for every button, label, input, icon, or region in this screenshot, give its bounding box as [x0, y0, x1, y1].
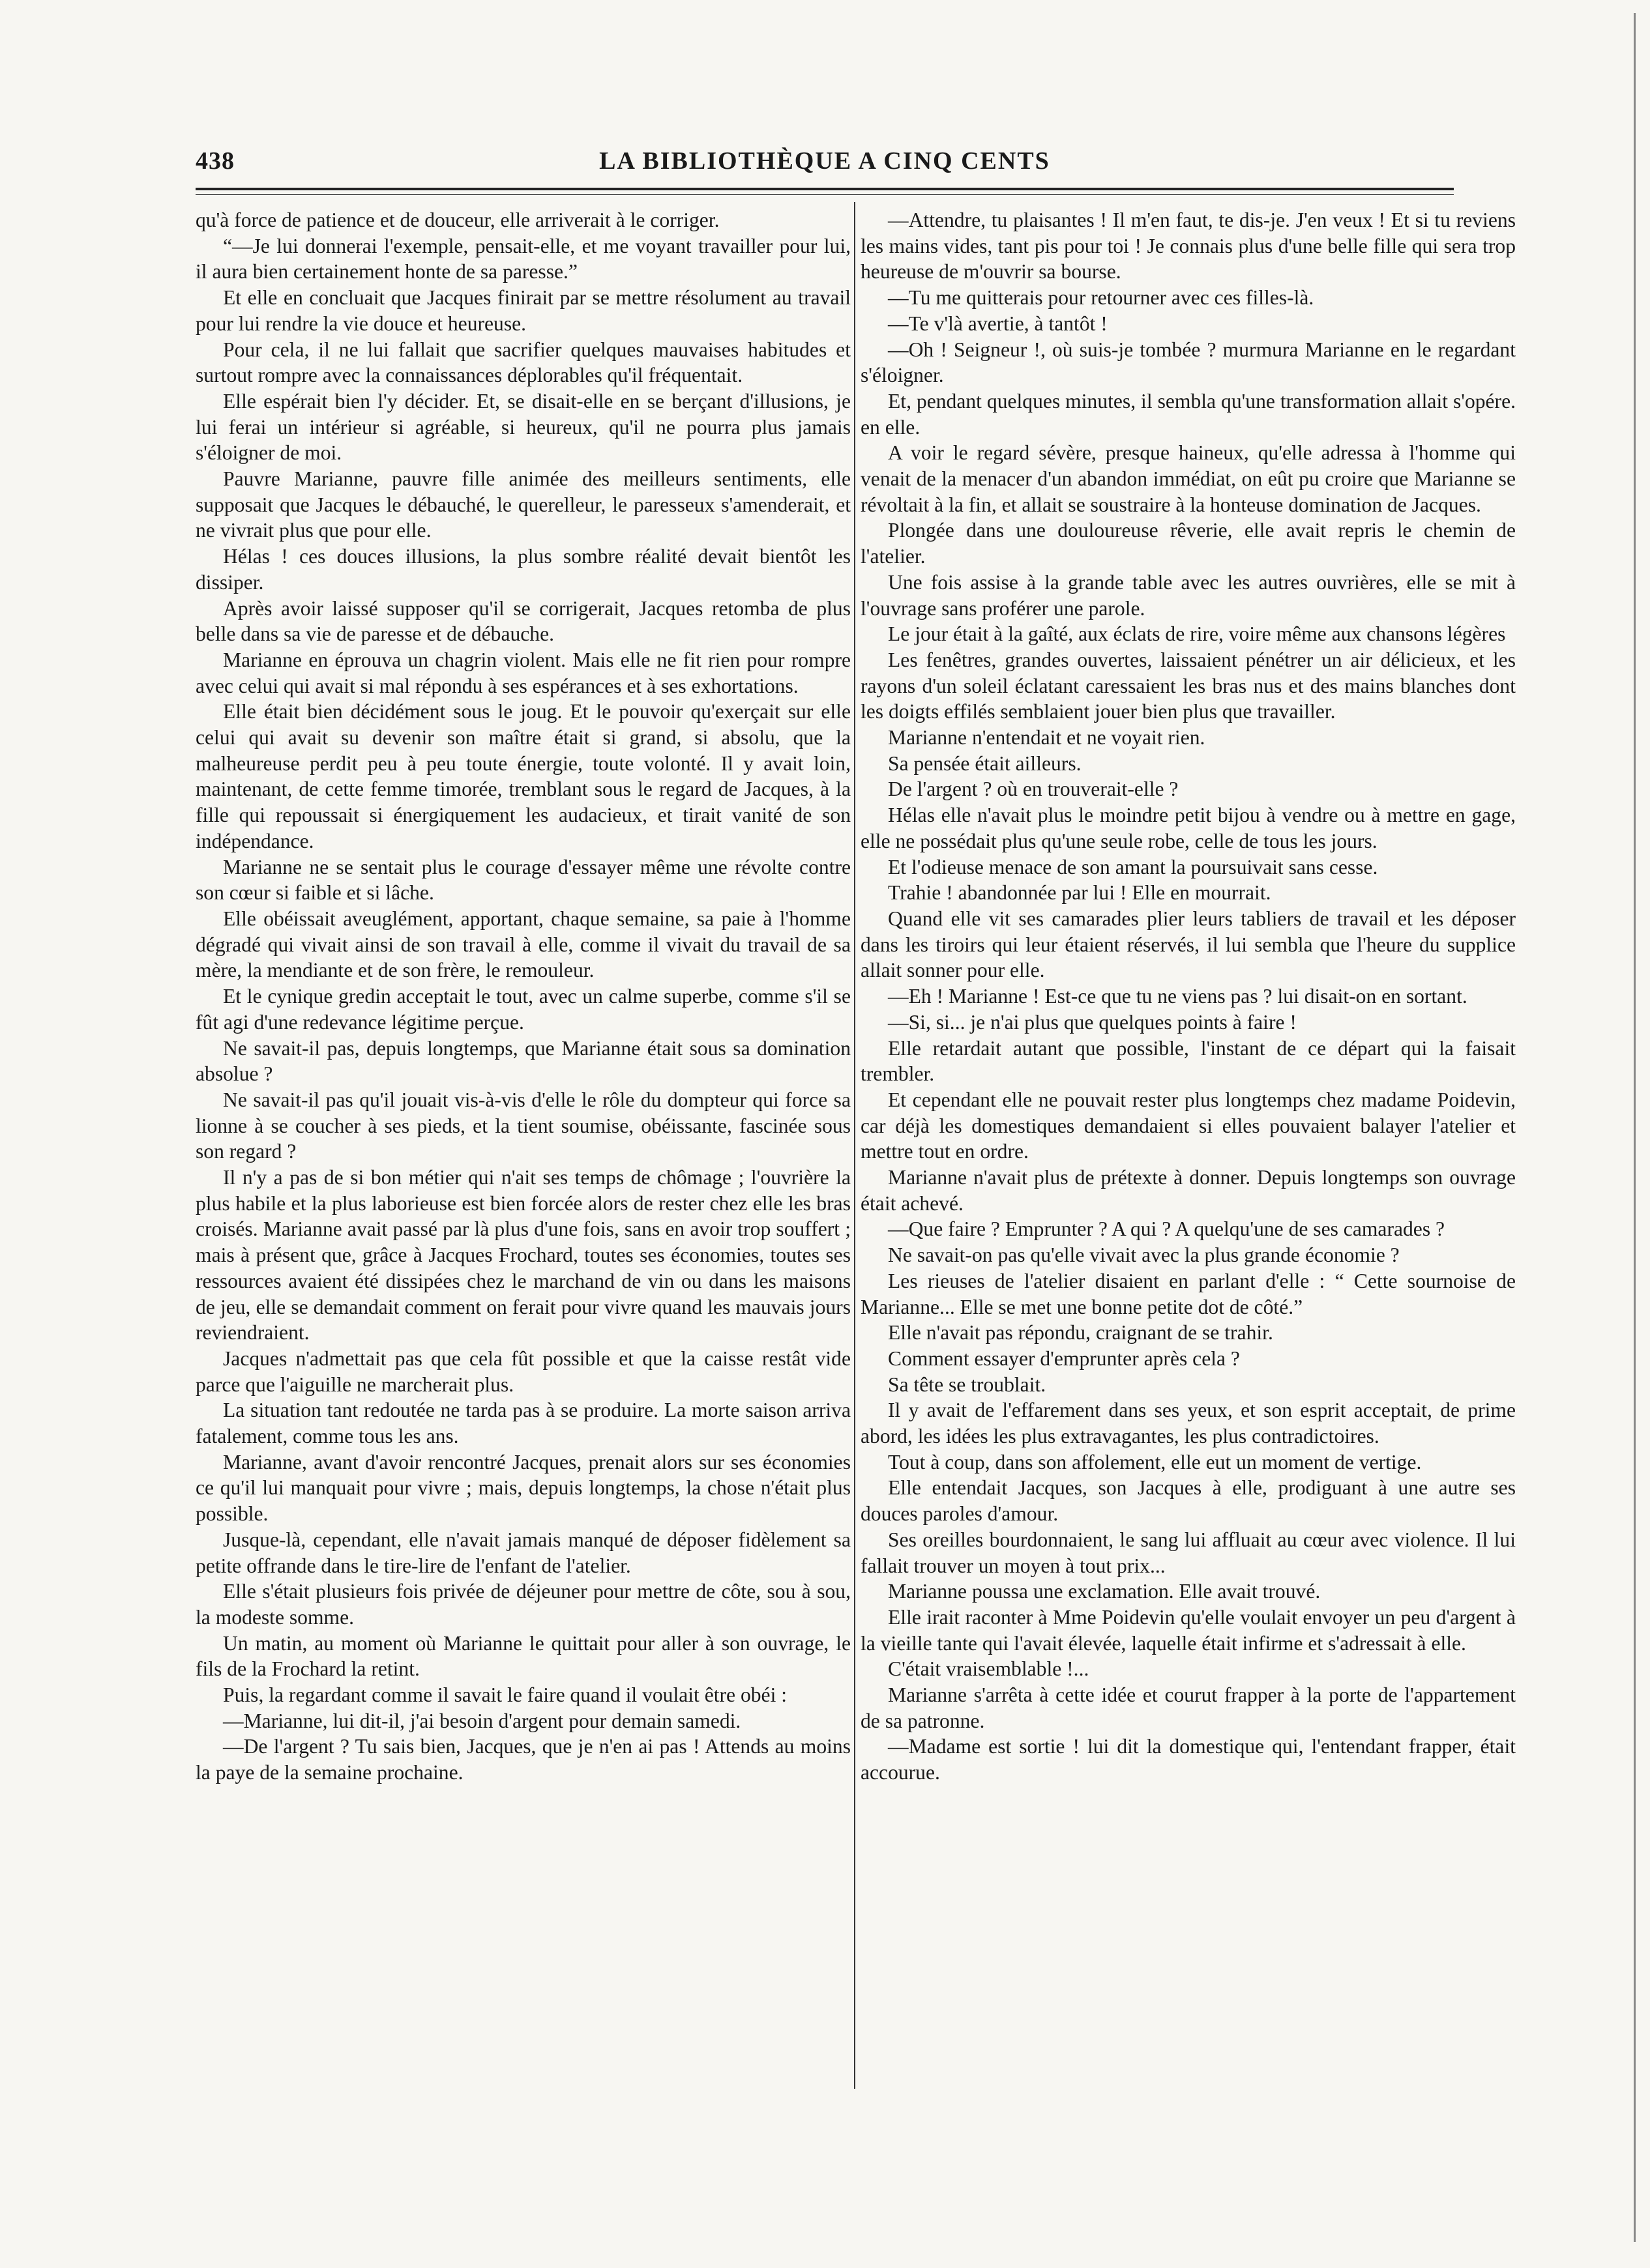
paragraph: Comment essayer d'emprunter après cela ? — [888, 1346, 1240, 1370]
paragraph: Elle n'avait pas répondu, craignant de se trahir. — [888, 1321, 1273, 1345]
paragraph: Ne savait-il pas qu'il jouait vis-à-vis d'elle le rôle du dompteur qui force sa lionne à se coucher à ses pieds, et la tient soumise, obéissante, fascinée sous son regard ? — [196, 1088, 851, 1163]
right-column — [861, 207, 1516, 1786]
paragraph: —Tu me quitterais pour retourner avec ces filles-là. — [888, 286, 1314, 310]
paragraph: Marianne, avant d'avoir rencontré Jacques, prenait alors sur ses économies ce qu'il lui manquait pour vivre ; mais, depuis longtemps, la chose n'était plus possible. — [196, 1450, 851, 1526]
paragraph: Hélas ! ces douces illusions, la plus sombre réalité devait bientôt les dissiper. — [196, 545, 851, 594]
paragraph: “—Je lui donnerai l'exemple, pensait-elle, et me voyant travailler pour lui, il aura bien certainement honte de sa paresse.” — [196, 234, 851, 284]
paragraph: Pauvre Marianne, pauvre fille animée des meilleurs sentiments, elle supposait que Jacques le débauché, le querelleur, le paresseux s'amenderait, et ne vivrait plus que pour elle. — [196, 467, 851, 542]
paragraph: Ne savait-il pas, depuis longtemps, que Marianne était sous sa domination absolue ? — [196, 1036, 851, 1086]
paragraph: Et, pendant quelques minutes, il sembla qu'une transformation allait s'opére. en elle. — [861, 389, 1516, 439]
header-rule-thin — [196, 194, 1454, 195]
paragraph: Sa tête se troublait. — [888, 1373, 1046, 1396]
column-divider — [854, 202, 855, 2089]
page-edge-mark — [1634, 13, 1636, 2242]
paragraph: Ses oreilles bourdonnaient, le sang lui affluait au cœur avec violence. Il lui fallait trouver un moyen à tout prix... — [861, 1528, 1516, 1577]
paragraph: Marianne poussa une exclamation. Elle avait trouvé. — [888, 1580, 1321, 1603]
paragraph: Tout à coup, dans son affolement, elle eut un moment de vertige. — [888, 1450, 1422, 1474]
paragraph: Et le cynique gredin acceptait le tout, avec un calme superbe, comme s'il se fût agi d'une redevance légitime perçue. — [196, 985, 851, 1034]
paragraph: Elle était bien décidément sous le joug. Et le pouvoir qu'exerçait sur elle celui qui avait su devenir son maître était si grand, si absolu, que la malheureuse perdit peu à peu toute énergie, toute volonté. Il y avait loin, maintenant, de cette femme timorée, tremblant sous le regard de Jacques, à la fille qui repoussait si énergiquement les audacieux, et tirait vanité de son indépendance. — [196, 700, 851, 852]
paragraph: La situation tant redoutée ne tarda pas à se produire. La morte saison arriva fatalement, comme tous les ans. — [196, 1399, 851, 1448]
paragraph: Elle obéissait aveuglément, apportant, chaque semaine, sa paie à l'homme dégradé qui vivait ainsi de son travail à elle, comme il vivait du travail de sa mère, la mendiante et de son frère, le remouleur. — [196, 907, 851, 982]
paragraph: qu'à force de patience et de douceur, elle arriverait à le corriger. — [196, 209, 720, 231]
paragraph: Un matin, au moment où Marianne le quittait pour aller à son ouvrage, le fils de la Frochard la retint. — [196, 1631, 851, 1681]
page-number: 438 — [196, 147, 235, 175]
paragraph: Marianne s'arrêta à cette idée et courut frapper à la porte de l'appartement de sa patronne. — [861, 1683, 1516, 1732]
paragraph: Quand elle vit ses camarades plier leurs tabliers de travail et les déposer dans les tiroirs qui leur étaient réservés, il lui sembla que l'heure du supplice allait sonner pour elle. — [861, 907, 1516, 982]
paragraph: Il y avait de l'effarement dans ses yeux, et son esprit acceptait, de prime abord, les idées les plus extravagantes, les plus contradictoires. — [861, 1399, 1516, 1448]
paragraph: Les fenêtres, grandes ouvertes, laissaient pénétrer un air délicieux, et les rayons d'un soleil éclatant caressaient les bras nus et des mains blanches dont les doigts effilés semblaient jouer bien plus que travailler. — [861, 648, 1516, 723]
paragraph: —Eh ! Marianne ! Est-ce que tu ne viens pas ? lui disait-on en sortant. — [888, 985, 1467, 1008]
paragraph: Jusque-là, cependant, elle n'avait jamais manqué de déposer fidèlement sa petite offrande dans le tire-lire de l'enfant de l'atelier. — [196, 1528, 851, 1577]
paragraph: Hélas elle n'avait plus le moindre petit bijou à vendre ou à mettre en gage, elle ne possédait plus qu'une seule robe, celle de tous les jours. — [861, 804, 1516, 852]
paragraph: Jacques n'admettait pas que cela fût possible et que la caisse restât vide parce que l'aiguille ne marcherait plus. — [196, 1346, 851, 1396]
paragraph: —Attendre, tu plaisantes ! Il m'en faut, te dis-je. J'en veux ! Et si tu reviens les mains vides, tant pis pour toi ! Je connais plus d'une belle fille qui sera trop heureuse de m'ouvrir sa bourse. — [861, 209, 1516, 284]
paragraph: Elle entendait Jacques, son Jacques à elle, prodiguant à une autre ses douces paroles d'amour. — [861, 1476, 1516, 1526]
header-rule — [196, 188, 1454, 190]
paragraph: —Si, si... je n'ai plus que quelques points à faire ! — [888, 1010, 1297, 1034]
paragraph: —Oh ! Seigneur !, où suis-je tombée ? murmura Marianne en le regardant s'éloigner. — [861, 338, 1516, 387]
paragraph: Il n'y a pas de si bon métier qui n'ait ses temps de chômage ; l'ouvrière la plus habile et la plus laborieuse est bien forcée alors de rester chez elle les bras croisés. Marianne avait passé par là plus d'une fois, sans en avoir trop souffert ; mais à présent que, grâce à Jacques Frochard, toutes ses économies, toutes ses ressources avaient été dissipées chez le marchand de vin ou dans les maisons de jeu, elle se demandait comment on ferait pour vivre quand les mauvais jours reviendraient. — [196, 1166, 851, 1345]
paragraph: Le jour était à la gaîté, aux éclats de rire, voire même aux chansons légères — [888, 622, 1506, 646]
paragraph: De l'argent ? où en trouverait-elle ? — [888, 778, 1179, 801]
paragraph: Et cependant elle ne pouvait rester plus longtemps chez madame Poidevin, car déjà les domestiques demandaient si elles pouvaient balayer l'atelier et mettre tout en ordre. — [861, 1088, 1516, 1163]
left-column — [196, 207, 851, 1786]
paragraph: Pour cela, il ne lui fallait que sacrifier quelques mauvaises habitudes et surtout rompre avec la connaissances déplorables qu'il fréquentait. — [196, 338, 851, 387]
paragraph: C'était vraisemblable !... — [888, 1657, 1089, 1681]
paragraph: Et elle en concluait que Jacques finirait par se mettre résolument au travail pour lui rendre la vie douce et heureuse. — [196, 286, 851, 335]
paragraph: Marianne ne se sentait plus le courage d'essayer même une révolte contre son cœur si faible et si lâche. — [196, 855, 851, 905]
paragraph: Sa pensée était ailleurs. — [888, 751, 1082, 775]
paragraph: —Te v'là avertie, à tantôt ! — [888, 312, 1108, 335]
paragraph: Elle s'était plusieurs fois privée de déjeuner pour mettre de côte, sou à sou, la modeste somme. — [196, 1580, 851, 1629]
paragraph: —De l'argent ? Tu sais bien, Jacques, que je n'en ai pas ! Attends au moins la paye de la semaine prochaine. — [196, 1735, 851, 1784]
paragraph: Les rieuses de l'atelier disaient en parlant d'elle : “ Cette sournoise de Marianne... Elle se met une bonne petite dot de côté.” — [861, 1269, 1516, 1318]
paragraph: —Madame est sortie ! lui dit la domestique qui, l'entendant frapper, était accourue. — [861, 1735, 1516, 1784]
paragraph: —Que faire ? Emprunter ? A qui ? A quelqu'une de ses camarades ? — [888, 1217, 1445, 1241]
page-header — [196, 147, 1454, 186]
paragraph: Et l'odieuse menace de son amant la poursuivait sans cesse. — [888, 855, 1378, 879]
paragraph: Trahie ! abandonnée par lui ! Elle en mourrait. — [888, 881, 1271, 905]
running-title: LA BIBLIOTHÈQUE A CINQ CENTS — [599, 147, 1050, 175]
paragraph: Elle irait raconter à Mme Poidevin qu'elle voulait envoyer un peu d'argent à la vieille tante qui l'avait élevée, laquelle était infirme et s'adressait à elle. — [861, 1605, 1516, 1655]
paragraph: Puis, la regardant comme il savait le faire quand il voulait être obéi : — [223, 1683, 788, 1707]
paragraph: Marianne n'entendait et ne voyait rien. — [888, 726, 1205, 749]
paragraph: Ne savait-on pas qu'elle vivait avec la plus grande économie ? — [888, 1243, 1400, 1267]
paragraph: Plongée dans une douloureuse rêverie, elle avait repris le chemin de l'atelier. — [861, 519, 1516, 568]
paragraph: Une fois assise à la grande table avec les autres ouvrières, elle se mit à l'ouvrage sans proférer une parole. — [861, 570, 1516, 620]
paragraph: Marianne en éprouva un chagrin violent. Mais elle ne fit rien pour rompre avec celui qui avait si mal répondu à ses espérances et à ses exhortations. — [196, 648, 851, 697]
paragraph: Elle retardait autant que possible, l'instant de ce départ qui la faisait trembler. — [861, 1036, 1516, 1086]
paragraph: A voir le regard sévère, presque haineux, qu'elle adressa à l'homme qui venait de la menacer d'un abandon immédiat, on eût pu croire que Marianne se révoltait à la fin, et allait se soustraire à la honteuse domination de Jacques. — [861, 441, 1516, 516]
paragraph: Marianne n'avait plus de prétexte à donner. Depuis longtemps son ouvrage était achevé. — [861, 1166, 1516, 1215]
paragraph: Après avoir laissé supposer qu'il se corrigerait, Jacques retomba de plus belle dans sa vie de paresse et de débauche. — [196, 596, 851, 646]
paragraph: Elle espérait bien l'y décider. Et, se disait-elle en se berçant d'illusions, je lui ferai un intérieur si agréable, si heureux, qu'il ne pourra plus jamais s'éloigner de moi. — [196, 389, 851, 465]
paragraph: —Marianne, lui dit-il, j'ai besoin d'argent pour demain samedi. — [223, 1709, 741, 1732]
